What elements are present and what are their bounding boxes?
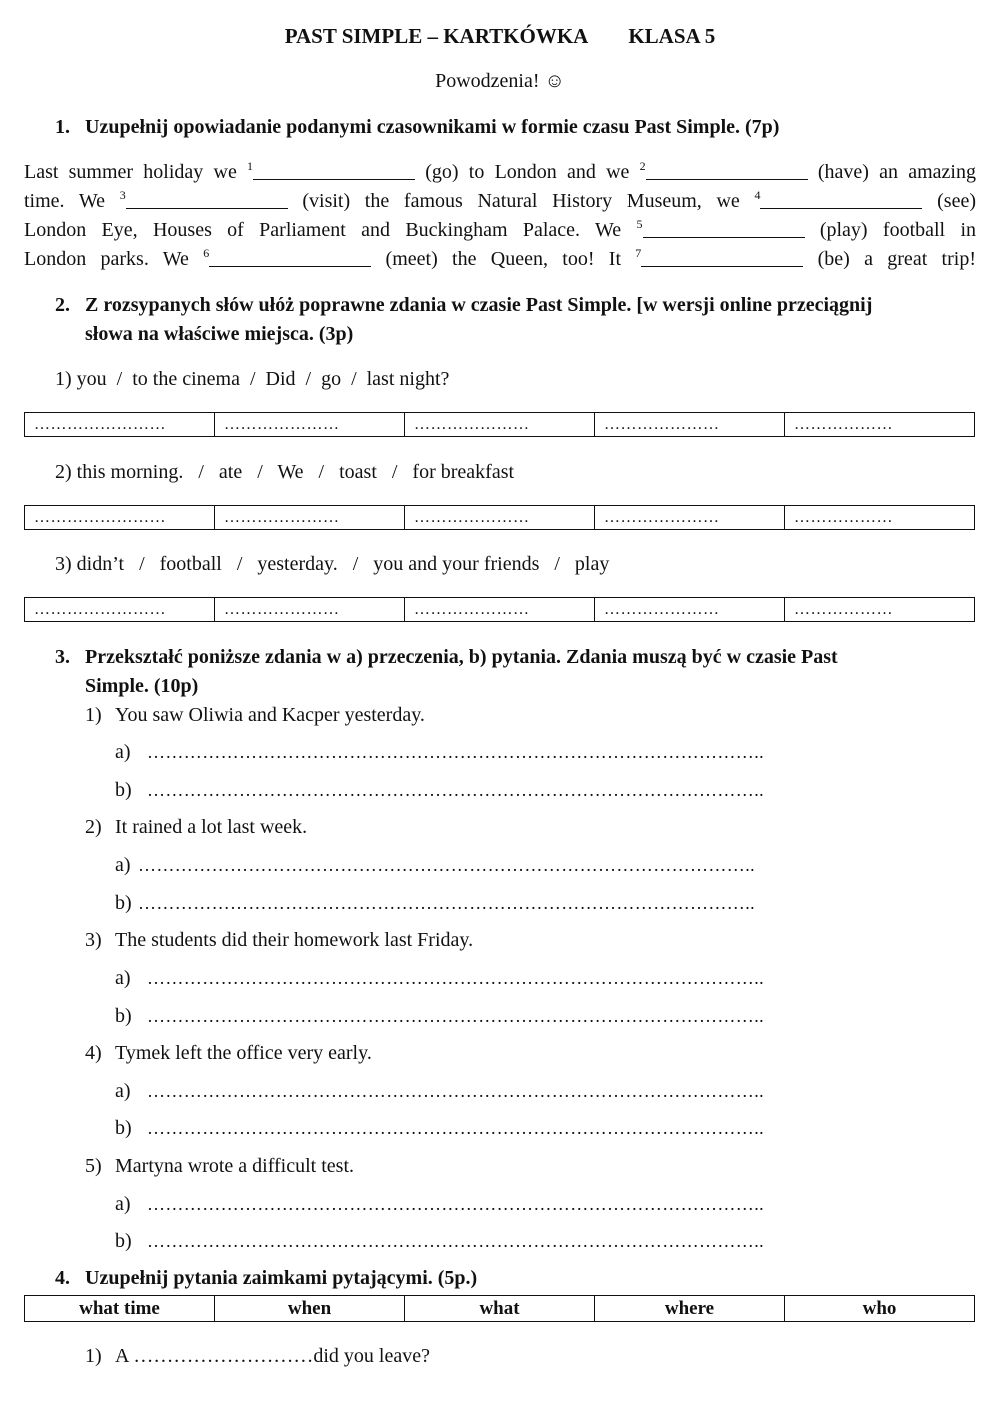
- item-label: 1): [85, 1345, 102, 1367]
- answer-label: a): [115, 1080, 131, 1102]
- q3-item-4b: [115, 1117, 764, 1140]
- answer-label: b): [115, 892, 132, 914]
- gap-number: 4: [754, 188, 761, 202]
- drop-cell[interactable]: …………………: [215, 413, 405, 436]
- answer-line[interactable]: ………………………………………………………………………………………..: [147, 1081, 764, 1101]
- story-line: [24, 187, 976, 216]
- item-sentence: Tymek left the office very early.: [115, 1042, 372, 1064]
- q3-item-5b: [115, 1230, 764, 1253]
- answer-label: b): [115, 1005, 132, 1027]
- gap-blank[interactable]: [253, 161, 415, 180]
- drop-cell[interactable]: …………………: [595, 413, 785, 436]
- q3-item-3b: [115, 1005, 764, 1028]
- worksheet-title: [0, 24, 1000, 49]
- answer-label: b): [115, 1230, 132, 1252]
- story-text: Last summer holiday we: [24, 161, 248, 183]
- drop-cell[interactable]: ……………………: [25, 506, 215, 529]
- drop-cell[interactable]: ………………: [794, 416, 893, 433]
- item-label: 2): [85, 816, 102, 838]
- answer-label: a): [115, 741, 131, 763]
- pronoun-where[interactable]: where: [595, 1296, 785, 1321]
- answer-line[interactable]: ………………………………………………………………………………………..: [147, 968, 764, 988]
- answer-line[interactable]: ………………………………………………………………………………………..: [147, 780, 764, 800]
- q2-heading: [55, 294, 872, 317]
- pronoun-what[interactable]: what: [405, 1296, 595, 1321]
- q3-item-1: [85, 704, 425, 727]
- q1-instruction: Uzupełnij opowiadanie podanymi czasownikami w formie czasu Past Simple. (7p): [85, 116, 780, 138]
- answer-line[interactable]: ………………………………………………………………………………………..: [138, 893, 755, 913]
- gap-number: 6: [203, 246, 210, 260]
- answer-row-2: [24, 505, 975, 530]
- answer-row-3: [24, 597, 975, 622]
- drop-cell[interactable]: …………………: [595, 598, 785, 621]
- answer-label: a): [115, 1193, 131, 1215]
- drop-cell[interactable]: …………………: [405, 598, 595, 621]
- q3-heading: [55, 646, 838, 669]
- gap-number: 1: [247, 159, 254, 173]
- q4-instruction: Uzupełnij pytania zaimkami pytającymi. (5p.): [85, 1267, 478, 1289]
- drop-cell[interactable]: …………………: [595, 506, 785, 529]
- pronoun-bank: [24, 1295, 975, 1322]
- answer-line[interactable]: ………………………………………………………………………………………..: [147, 1006, 764, 1026]
- story-text: (play) football in: [804, 219, 976, 241]
- title-text: PAST SIMPLE – KARTKÓWKA: [284, 24, 589, 48]
- item-sentence: The students did their homework last Friday.: [115, 929, 474, 951]
- drop-cell[interactable]: …………………: [405, 413, 595, 436]
- q4-number: 4.: [55, 1267, 70, 1289]
- q3-item-3a: [115, 967, 764, 990]
- story-text: time. We: [24, 190, 120, 212]
- q1-story: [24, 158, 976, 274]
- gap-number: 5: [636, 217, 643, 231]
- story-text: (see): [922, 190, 977, 212]
- answer-row-1: [24, 412, 975, 437]
- drop-cell[interactable]: ………………: [794, 601, 893, 618]
- q3-item-4a: [115, 1080, 764, 1103]
- q4-heading: [55, 1267, 477, 1290]
- item-label: 1): [85, 704, 102, 726]
- story-text: (visit) the famous Natural History Museum, we: [287, 190, 755, 212]
- item-sentence: It rained a lot last week.: [115, 816, 308, 838]
- answer-label: a): [115, 854, 131, 876]
- answer-line[interactable]: ………………………………………………………………………………………..: [147, 742, 764, 762]
- drop-cell[interactable]: ……………………: [25, 413, 215, 436]
- story-line: [24, 158, 976, 187]
- scrambled-sentence-1: 1) you / to the cinema / Did / go / last night?: [55, 368, 450, 390]
- q3-instruction-line2: Simple. (10p): [85, 675, 199, 697]
- gap-number: 7: [635, 246, 642, 260]
- pronoun-who[interactable]: who: [862, 1298, 897, 1319]
- gap-number: 3: [119, 188, 126, 202]
- gap-blank[interactable]: [646, 161, 808, 180]
- class-label: KLASA 5: [628, 24, 716, 48]
- pronoun-what-time[interactable]: what time: [25, 1296, 215, 1321]
- item-sentence: You saw Oliwia and Kacper yesterday.: [115, 704, 425, 726]
- story-line: [24, 245, 976, 274]
- answer-line[interactable]: ………………………………………………………………………………………..: [138, 855, 755, 875]
- q3-item-1b: [115, 779, 764, 802]
- story-text: (go) to London and we: [415, 161, 640, 183]
- q3-number: 3.: [55, 646, 70, 668]
- answer-label: a): [115, 967, 131, 989]
- q4-item-1: [85, 1345, 430, 1368]
- gap-blank[interactable]: [641, 248, 803, 267]
- drop-cell[interactable]: …………………: [405, 506, 595, 529]
- q3-item-2b: [115, 892, 755, 915]
- item-sentence[interactable]: A ………………………did you leave?: [115, 1345, 430, 1367]
- q2-instruction-line2: słowa na właściwe miejsca. (3p): [85, 323, 354, 345]
- q3-item-1a: [115, 741, 764, 764]
- q3-item-5a: [115, 1193, 764, 1216]
- gap-blank[interactable]: [760, 190, 922, 209]
- story-text: (meet) the Queen, too! It: [371, 248, 636, 270]
- q1-number: 1.: [55, 116, 70, 138]
- gap-number: 2: [639, 159, 646, 173]
- answer-line[interactable]: ………………………………………………………………………………………..: [147, 1231, 764, 1251]
- answer-line[interactable]: ………………………………………………………………………………………..: [147, 1118, 764, 1138]
- pronoun-when[interactable]: when: [215, 1296, 405, 1321]
- q3-item-4: [85, 1042, 372, 1065]
- item-sentence: Martyna wrote a difficult test.: [115, 1155, 355, 1177]
- drop-cell[interactable]: ………………: [794, 509, 893, 526]
- gap-blank[interactable]: [209, 248, 371, 267]
- drop-cell[interactable]: ……………………: [25, 598, 215, 621]
- drop-cell[interactable]: …………………: [215, 506, 405, 529]
- q3-item-2: [85, 816, 307, 839]
- drop-cell[interactable]: …………………: [215, 598, 405, 621]
- q3-instruction-line1: Przekształć poniższe zdania w a) przeczenia, b) pytania. Zdania muszą być w czasie Past: [85, 646, 838, 668]
- q3-item-5: [85, 1155, 354, 1178]
- story-text: London Eye, Houses of Parliament and Buckingham Palace. We: [24, 219, 637, 241]
- answer-label: b): [115, 1117, 132, 1139]
- story-line: [24, 216, 976, 245]
- story-text: London parks. We: [24, 248, 204, 270]
- q3-item-2a: [115, 854, 755, 877]
- gap-blank[interactable]: [126, 190, 288, 209]
- item-label: 5): [85, 1155, 102, 1177]
- scrambled-sentence-3: 3) didn’t / football / yesterday. / you and your friends / play: [55, 553, 610, 575]
- answer-label: b): [115, 779, 132, 801]
- q1-heading: [55, 116, 779, 139]
- story-text: (have) an amazing: [807, 161, 976, 183]
- scrambled-sentence-2: 2) this morning. / ate / We / toast / for breakfast: [55, 461, 515, 483]
- q3-item-3: [85, 929, 473, 952]
- story-text: (be) a great trip!: [803, 248, 976, 270]
- q2-number: 2.: [55, 294, 70, 316]
- greeting: Powodzenia! ☺: [435, 70, 565, 92]
- answer-line[interactable]: ………………………………………………………………………………………..: [147, 1194, 764, 1214]
- item-label: 3): [85, 929, 102, 951]
- item-label: 4): [85, 1042, 102, 1064]
- q2-instruction-line1: Z rozsypanych słów ułóż poprawne zdania w czasie Past Simple. [w wersji online przeciągnij: [85, 294, 873, 316]
- gap-blank[interactable]: [643, 219, 805, 238]
